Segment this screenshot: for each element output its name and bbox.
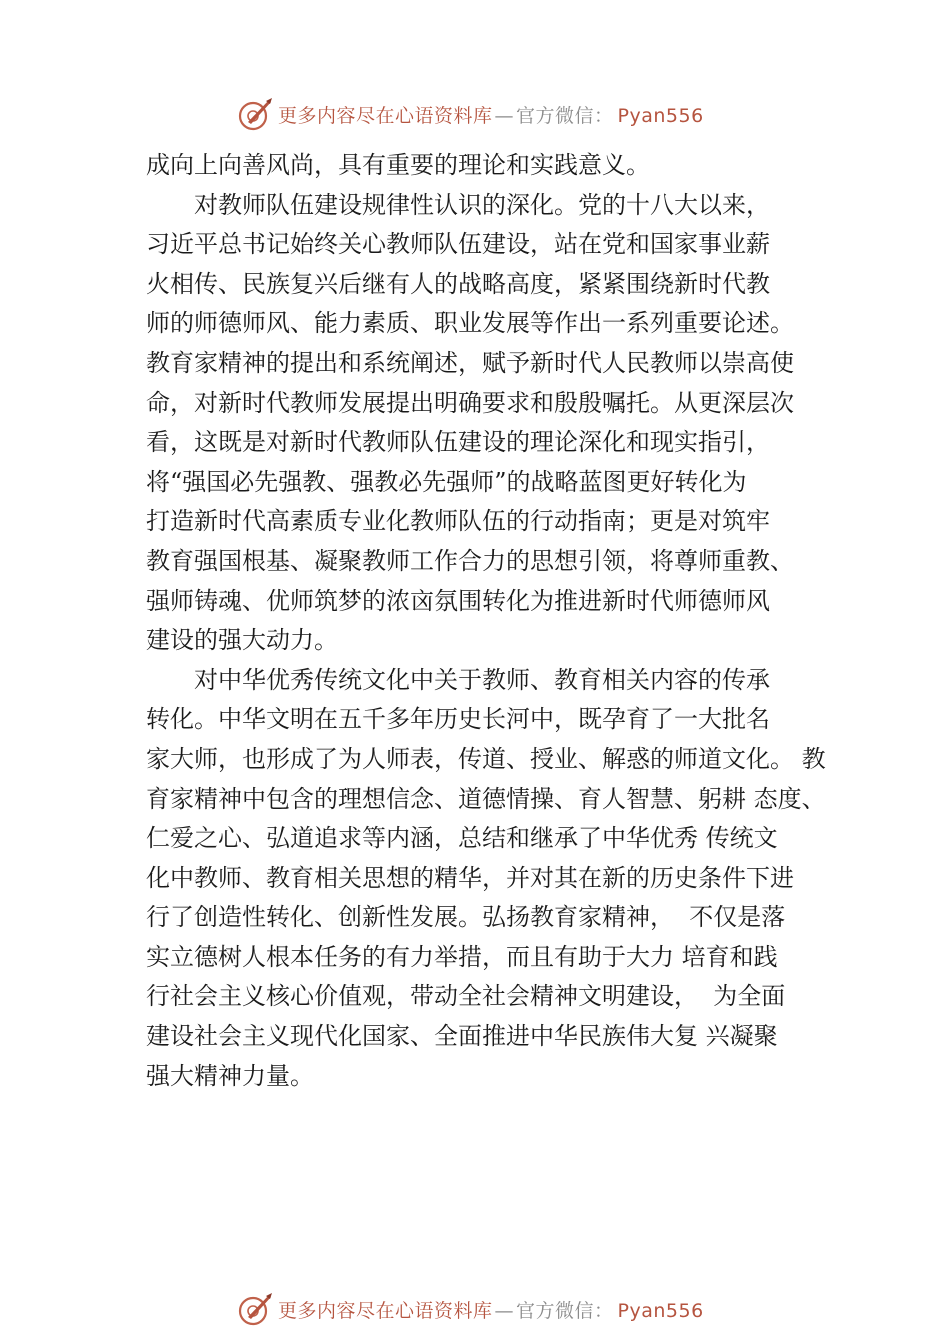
text-line: 强师铸魂、优师筑梦的浓㐫氛围转化为推进新时代师德师风	[146, 586, 770, 615]
text-line: 教育强国根基、凝聚教师工作合力的思想引领，将尊师重教、	[146, 546, 794, 575]
text-line: 教育家精神的提出和系统阐述，赋予新时代人民教师以崇高使	[146, 348, 794, 377]
paragraph	[146, 146, 836, 186]
text-line: 转化。中华文明在五千多年历史长河中，既孕育了一大批名	[146, 705, 770, 734]
footer-watermark	[236, 1289, 756, 1329]
brand-logo-icon	[236, 95, 274, 133]
text-line: 习近平总书记始终关心教师队伍建设，站在党和国家事业薪	[146, 230, 770, 259]
watermark-brand: 更多内容尽在心语资料库	[278, 104, 493, 127]
text-line: 看，这既是对新时代教师队伍建设的理论深化和现实指引，	[146, 428, 770, 457]
text-line: 强大精神力量。	[146, 1061, 314, 1090]
watermark-separator: —	[494, 104, 515, 127]
watermark-text	[278, 1296, 704, 1323]
watermark-brand: 更多内容尽在心语资料库	[278, 1299, 493, 1322]
paragraph	[146, 186, 836, 661]
text-line: 师的师德师风、能力素质、职业发展等作出一系列重要论述。	[146, 309, 794, 338]
text-line: 实立德树人根本任务的有力举措，而且有助于大力 培育和践	[146, 942, 778, 971]
paragraph	[146, 661, 836, 1097]
watermark-wechat-id: Pyan556	[617, 1299, 704, 1322]
text-line: 行了创造性转化、创新性发展。弘扬教育家精神， 不仅是落	[146, 903, 786, 932]
text-line: 打造新时代高素质专业化教师队伍的行动指南；更是对筑牢	[146, 507, 770, 536]
text-line: 家大师，也形成了为人师表，传道、授业、解惑的师道文化。 教	[146, 744, 826, 773]
text-line: 将“强国必先强教、强教必先强师”的战略蓝图更好转化为	[146, 467, 747, 496]
watermark-separator: —	[494, 1299, 515, 1322]
text-line: 建设的强大动力。	[146, 626, 338, 655]
text-line: 仁爱之心、弘道追求等内涵，总结和继承了中华优秀 传统文	[146, 824, 778, 853]
text-line: 行社会主义核心价值观，带动全社会精神文明建设， 为全面	[146, 982, 786, 1011]
text-line: 化中教师、教育相关思想的精华，并对其在新的历史条件下进	[146, 863, 794, 892]
text-line: 对中华优秀传统文化中关于教师、教育相关内容的传承	[194, 665, 770, 694]
text-line: 成向上向善风尚，具有重要的理论和实践意义。	[146, 151, 650, 179]
text-line: 火相传、民族复兴后继有人的战略高度，紧紧围绕新时代教	[146, 269, 770, 298]
document-body	[146, 146, 836, 1096]
watermark-text	[278, 101, 704, 128]
text-line: 命，对新时代教师发展提出明确要求和殷殷嘱托。从更深层次	[146, 388, 794, 417]
text-line: 育家精神中包含的理想信念、道德情操、育人智慧、躬耕 态度、	[146, 784, 826, 813]
text-line: 对教师队伍建设规律性认识的深化。党的十八大以来，	[194, 190, 770, 219]
text-line: 建设社会主义现代化国家、全面推进中华民族伟大复 兴凝聚	[146, 1022, 778, 1051]
watermark-wechat-label: 官方微信：	[516, 104, 614, 127]
watermark-wechat-label: 官方微信：	[516, 1299, 614, 1322]
watermark-wechat-id: Pyan556	[617, 104, 704, 127]
header-watermark	[236, 94, 756, 134]
brand-logo-icon	[236, 1290, 274, 1328]
